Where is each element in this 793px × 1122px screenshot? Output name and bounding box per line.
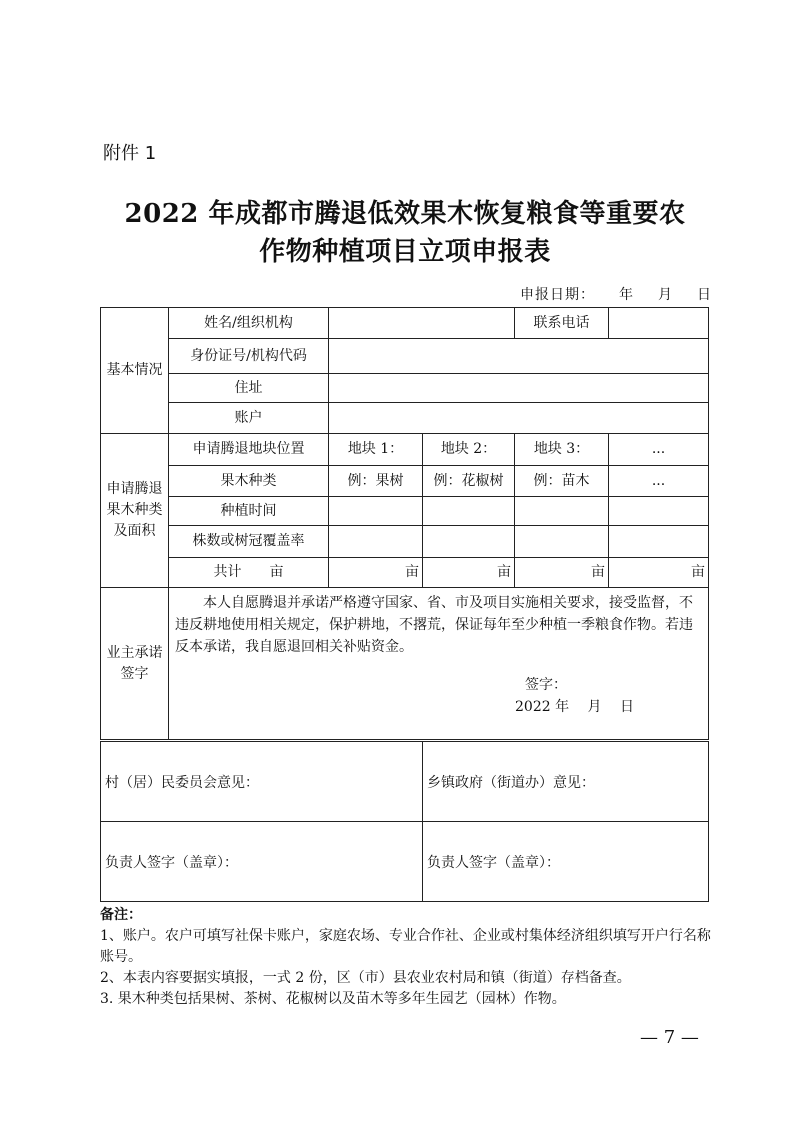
tree-type-more-field[interactable]: ...	[609, 466, 709, 497]
town-opinion[interactable]: 乡镇政府（街道办）意见：	[423, 742, 709, 822]
pledge-section: 业主承诺签字	[101, 588, 169, 740]
village-opinion[interactable]: 村（居）民委员会意见：	[101, 742, 423, 822]
date-year: 年	[619, 287, 634, 303]
area1-unit[interactable]: 亩	[329, 558, 423, 588]
planting-time-label: 种植时间	[169, 497, 329, 526]
attachment-label: 附件 1	[103, 143, 157, 164]
area4-unit[interactable]: 亩	[609, 558, 709, 588]
id-label: 身份证号/机构代码	[169, 339, 329, 374]
account-field[interactable]	[329, 403, 709, 434]
tree-count2-field[interactable]	[423, 526, 515, 558]
basic-info-section: 基本情况	[101, 308, 169, 434]
planting-time2-field[interactable]	[423, 497, 515, 526]
page-number: — 7 —	[640, 1027, 699, 1048]
pledge-sign-label[interactable]: 签字：	[525, 677, 567, 693]
opinions-table	[100, 741, 709, 902]
town-signature[interactable]: 负责人签字（盖章）：	[423, 822, 709, 902]
tree-type-label: 果木种类	[169, 466, 329, 497]
tree-type1-field[interactable]: 例：果树	[329, 466, 423, 497]
tree-count-label: 株数或树冠覆盖率	[169, 526, 329, 558]
planting-time-more-field[interactable]	[609, 497, 709, 526]
plot2-field[interactable]: 地块 2：	[423, 434, 515, 466]
name-field[interactable]	[329, 308, 515, 339]
application-date	[520, 284, 712, 304]
plot1-field[interactable]: 地块 1：	[329, 434, 423, 466]
phone-field[interactable]	[609, 308, 709, 339]
application-form-table	[100, 307, 709, 740]
note-1: 1、账户。农户可填写社保卡账户，家庭农场、专业合作社、企业或村集体经济组织填写开户行名称账号。	[100, 928, 711, 965]
tree-type2-field[interactable]: 例：花椒树	[423, 466, 515, 497]
tree-type3-field[interactable]: 例：苗木	[515, 466, 609, 497]
plot-more-field[interactable]: ...	[609, 434, 709, 466]
plot3-field[interactable]: 地块 3：	[515, 434, 609, 466]
tree-count1-field[interactable]	[329, 526, 423, 558]
planting-time1-field[interactable]	[329, 497, 423, 526]
pledge-text: 本人自愿腾退并承诺严格遵守国家、省、市及项目实施相关要求，接受监督，不违反耕地使用相关规定，保护耕地，不撂荒，保证每年至少种植一季粮食作物。若违反本承诺，我自愿退回相关补贴资金。	[175, 595, 693, 655]
date-month: 月	[658, 287, 673, 303]
address-label: 住址	[169, 374, 329, 403]
form-title-line2: 作物种植项目立项申报表	[259, 237, 551, 267]
note-3: 3. 果木种类包括果树、茶树、花椒树以及苗木等多年生园艺（园林）作物。	[100, 991, 566, 1007]
phone-label: 联系电话	[515, 308, 609, 339]
tree-count3-field[interactable]	[515, 526, 609, 558]
note-2: 2、本表内容要据实填报，一式 2 份，区（市）县农业农村局和镇（街道）存档备查。	[100, 970, 631, 986]
planting-time3-field[interactable]	[515, 497, 609, 526]
pledge-sign-date: 2022 年 月 日	[515, 699, 634, 715]
pledge-cell	[169, 588, 709, 740]
notes	[100, 905, 712, 1010]
notes-title: 备注：	[100, 907, 142, 923]
form-title-line1: 2022 年成都市腾退低效果木恢复粮食等重要农	[124, 199, 686, 229]
tree-count-more-field[interactable]	[609, 526, 709, 558]
id-field[interactable]	[329, 339, 709, 374]
apply-section: 申请腾退果木种类及面积	[101, 434, 169, 588]
area3-unit[interactable]: 亩	[515, 558, 609, 588]
location-label: 申请腾退地块位置	[169, 434, 329, 466]
date-day: 日	[697, 287, 712, 303]
account-label: 账户	[169, 403, 329, 434]
total-label: 共计 亩	[169, 558, 329, 588]
area2-unit[interactable]: 亩	[423, 558, 515, 588]
address-field[interactable]	[329, 374, 709, 403]
village-signature[interactable]: 负责人签字（盖章）：	[101, 822, 423, 902]
name-label: 姓名/组织机构	[169, 308, 329, 339]
date-label: 申报日期：	[520, 287, 595, 303]
